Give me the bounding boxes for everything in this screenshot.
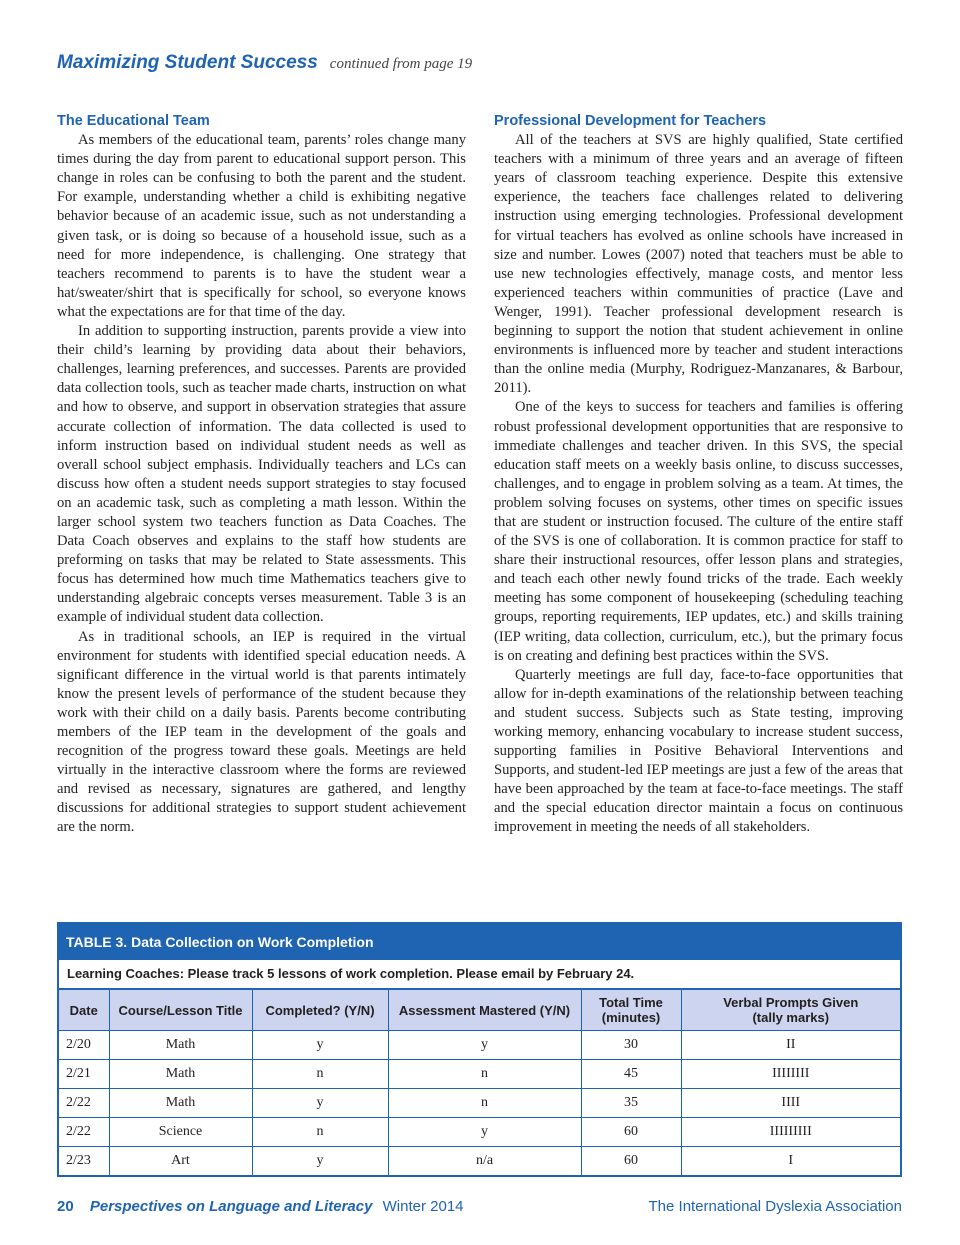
- page-footer: [57, 1198, 902, 1215]
- cell-completed: n: [252, 1118, 388, 1147]
- running-header: [57, 52, 472, 74]
- issue-season: Winter 2014: [382, 1198, 464, 1215]
- cell-course: Math: [109, 1031, 252, 1060]
- cell-course: Science: [109, 1118, 252, 1147]
- table-grid: [59, 989, 900, 1175]
- cell-course: Math: [109, 1060, 252, 1089]
- table-row: [59, 1089, 900, 1118]
- table-row: [59, 1060, 900, 1089]
- page-number: 20: [57, 1198, 74, 1215]
- article-title: Maximizing Student Success: [57, 52, 318, 73]
- cell-completed: y: [252, 1031, 388, 1060]
- cell-prompts: IIIIIIII: [681, 1060, 900, 1089]
- continued-note: continued from page 19: [329, 56, 473, 72]
- cell-date: 2/23: [59, 1147, 109, 1176]
- right-column: [494, 112, 903, 838]
- cell-time: 45: [581, 1060, 681, 1089]
- table-row: [59, 1118, 900, 1147]
- column-header-total-time: Total Time (minutes): [581, 990, 681, 1031]
- cell-assessment: y: [388, 1118, 581, 1147]
- column-header-prompts: Verbal Prompts Given (tally marks): [681, 990, 900, 1031]
- column-header-date: Date: [59, 990, 109, 1031]
- cell-date: 2/20: [59, 1031, 109, 1060]
- paragraph: As members of the educational team, parents’ roles change many times during the day from parent to educational support person. This change in roles can be confusing to both the parent and the student. For example, understanding whether a child is exhibiting negative behavior because of an academic issue, such as not understanding a given task, or is doing so because of a household issue, such as a need for more independence, is challenging. One strategy that teachers recommend to parents is to have the student wear a hat/sweater/shirt that is specifically for school, so everyone knows what the expectations are for that time of the day.: [57, 132, 466, 320]
- column-header-completed: Completed? (Y/N): [252, 990, 388, 1031]
- cell-completed: n: [252, 1060, 388, 1089]
- table-row: [59, 1031, 900, 1060]
- cell-assessment: y: [388, 1031, 581, 1060]
- table-instruction: Learning Coaches: Please track 5 lessons of work completion. Please email by February 24.: [59, 960, 900, 989]
- cell-course: Math: [109, 1089, 252, 1118]
- organization-name: The International Dyslexia Association: [648, 1198, 902, 1215]
- cell-time: 30: [581, 1031, 681, 1060]
- paragraph: As in traditional schools, an IEP is required in the virtual environment for students with identified special education needs. A significant difference in the virtual world is that parents intimately know the present levels of performance of the student because they work with their child on a daily basis. Parents become contributing members of the IEP team in the development of the goals and recognition of the progress toward these goals. Meetings are held virtually in the interactive classroom where the forms are reviewed and revised as necessary, signatures are gathered, and lengthy discussions for additional strategies to support student achievement are the norm.: [57, 628, 466, 836]
- journal-title: Perspectives on Language and Literacy: [89, 1198, 373, 1215]
- cell-date: 2/22: [59, 1118, 109, 1147]
- paragraph: Quarterly meetings are full day, face-to-face opportunities that allow for in-depth examinations of the relationship between teaching and student success. Subjects such as State testing, improving working memory, enhancing vocabulary to increase student success, supporting families in Positive Behavioral Interventions and Supports, and student-led IEP meetings are just a few of the areas that have been approached by the team at face-to-face meetings. The staff and the special education director maintain a focus on continuous improvement in meeting the needs of all stakeholders.: [494, 666, 903, 836]
- paragraph: In addition to supporting instruction, parents provide a view into their child’s learning by providing data about their behaviors, challenges, learning preferences, and successes. Parents are provided data collection tools, such as teacher made charts, instruction on what and how to observe, and support in observation strategies that assure accurate collection of information. The data collected is used to inform instruction based on individual student needs as well as overall school subject emphasis. Individually teachers and LCs can discuss how often a student needs support strategies to stay focused on an academic task, such as completing a math lesson. Within the larger school system two teachers function as Data Coaches. The Data Coach observes and explains to the staff how students are preforming on tasks that may be related to State assessments. This focus has determined how much time Mathematics teachers give to understanding algebraic concepts verses measurement. Table 3 is an example of individual student data collection.: [57, 323, 466, 626]
- cell-course: Art: [109, 1147, 252, 1176]
- left-column: [57, 112, 466, 838]
- cell-date: 2/22: [59, 1089, 109, 1118]
- cell-assessment: n: [388, 1089, 581, 1118]
- cell-prompts: II: [681, 1031, 900, 1060]
- cell-prompts: I: [681, 1147, 900, 1176]
- cell-prompts: IIII: [681, 1089, 900, 1118]
- cell-completed: y: [252, 1147, 388, 1176]
- table-caption: TABLE 3. Data Collection on Work Completion: [59, 924, 900, 960]
- cell-date: 2/21: [59, 1060, 109, 1089]
- paragraph: All of the teachers at SVS are highly qualified, State certified teachers with a minimum of three years and an average of fifteen years of classroom teaching experience. Despite this extensive experience, the teachers face challenges related to delivering instruction using emerging technologies. Professional development for virtual teachers has evolved as online schools have increased in size and number. Lowes (2007) noted that teachers must be able to use new technologies effectively, manage costs, and mentor less experienced teachers within communities of practice (Lave and Wenger, 1991). Teacher professional development research is beginning to support the notion that student achievement in online environments is influenced more by teacher and student interactions than the online media (Murphy, Rodriguez-Manzanares, & Barbour, 2011).: [494, 132, 903, 397]
- section-heading-educational-team: The Educational Team: [57, 113, 210, 129]
- table-row: [59, 1147, 900, 1176]
- data-collection-table: [57, 922, 902, 1177]
- column-header-assessment: Assessment Mastered (Y/N): [388, 990, 581, 1031]
- paragraph: One of the keys to success for teachers and families is offering robust professional development opportunities that are responsive to immediate challenges and teacher driven. In this SVS, the special education staff meets on a weekly basis online, to discuss successes, challenges, and to engage in problem solving as a team. At times, the problem solving focuses on systems, other times on specific issues that are student or instruction focused. The culture of the entire staff of the SVS is one of collaboration. It is common practice for staff to share their instructional resources, offer lesson plans and strategies, and teach each other newly found tricks of the trade. Each weekly meeting has some component of housekeeping (scheduling teaching groups, reporting requirements, IEP updates, etc.) and skills training (IEP writing, data collection, curriculum, etc.), but the primary focus is on creating and defining best practices within the SVS.: [494, 399, 903, 664]
- cell-time: 60: [581, 1147, 681, 1176]
- cell-prompts: IIIIIIIII: [681, 1118, 900, 1147]
- cell-time: 60: [581, 1118, 681, 1147]
- cell-assessment: n: [388, 1060, 581, 1089]
- section-heading-professional-development: Professional Development for Teachers: [494, 113, 767, 129]
- cell-assessment: n/a: [388, 1147, 581, 1176]
- cell-time: 35: [581, 1089, 681, 1118]
- column-header-course: Course/Lesson Title: [109, 990, 252, 1031]
- cell-completed: y: [252, 1089, 388, 1118]
- table-header-row: [59, 990, 900, 1031]
